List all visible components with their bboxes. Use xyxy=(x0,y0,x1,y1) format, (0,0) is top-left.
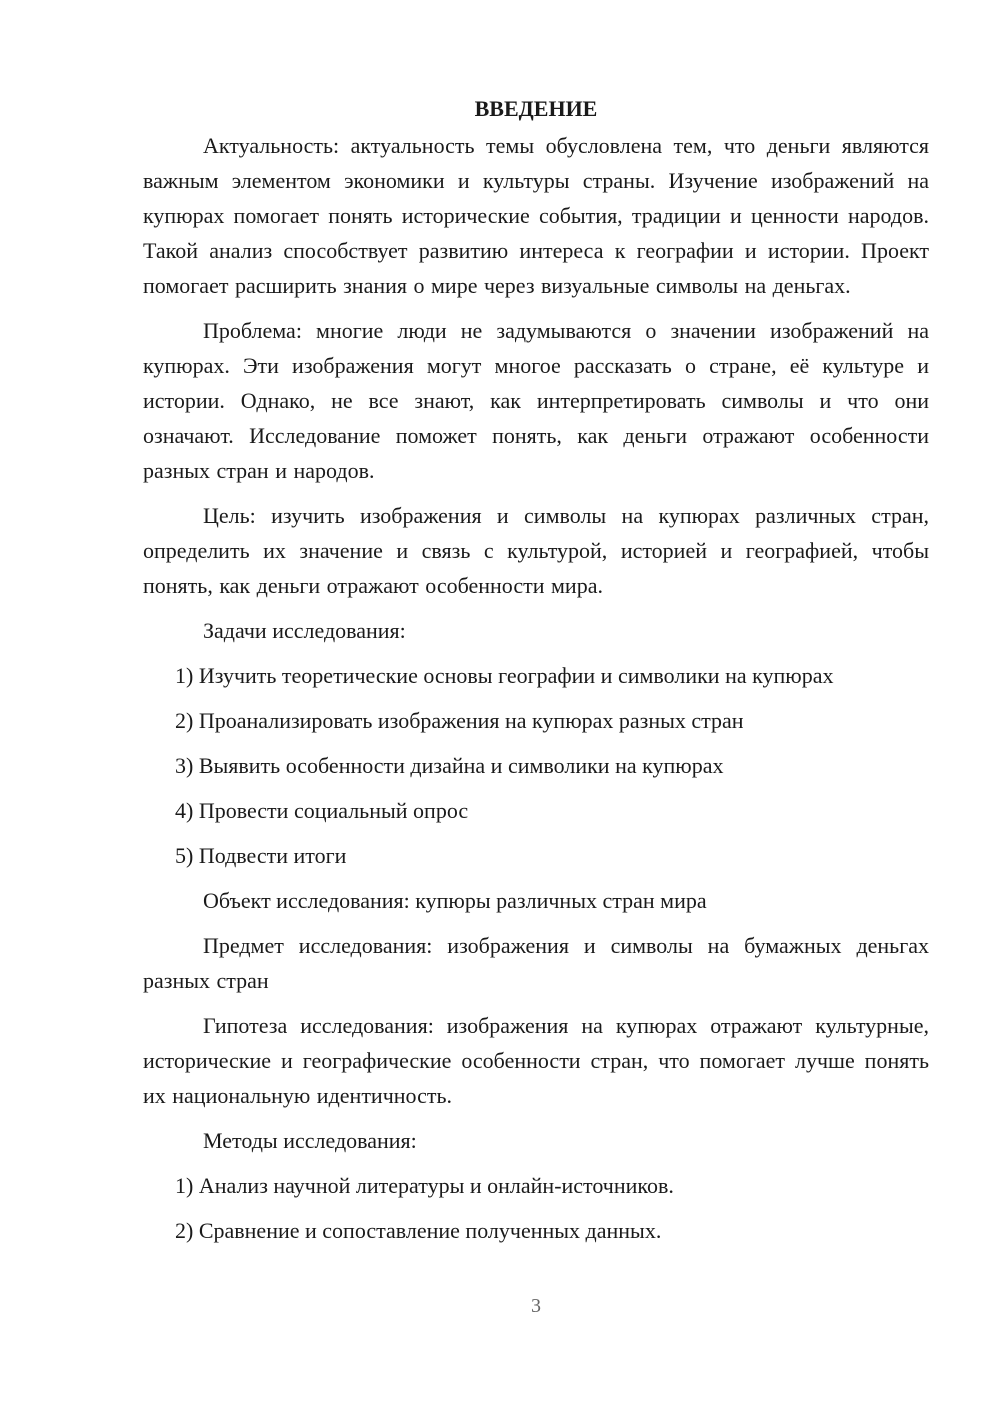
section-title: ВВЕДЕНИЕ xyxy=(474,96,598,121)
methods-heading: Методы исследования: xyxy=(203,1128,417,1153)
hypothesis-paragraph: Гипотеза исследования: изображения на купюрах отражают культурные, исторические и географические особенности стран, что помогает лучше понять их национальную идентичность. xyxy=(143,1013,929,1108)
task-item: 2) Проанализировать изображения на купюрах разных стран xyxy=(175,708,744,733)
tasks-list xyxy=(143,658,929,873)
relevance-paragraph: Актуальность: актуальность темы обусловлена тем, что деньги являются важным элементом экономики и культуры страны. Изучение изображений на купюрах помогает понять исторические события, традиции и ценности народов. Такой анализ способствует развитию интереса к географии и истории. Проект помогает расширить знания о мире через визуальные символы на деньгах. xyxy=(143,133,929,298)
task-item: 3) Выявить особенности дизайна и символики на купюрах xyxy=(175,753,724,778)
task-item: 1) Изучить теоретические основы географии и символики на купюрах xyxy=(175,663,834,688)
task-item: 4) Провести социальный опрос xyxy=(175,798,469,823)
object-paragraph: Объект исследования: купюры различных стран мира xyxy=(203,888,707,913)
problem-paragraph: Проблема: многие люди не задумываются о значении изображений на купюрах. Эти изображения могут многое рассказать о стране, её культуре и истории. Однако, не все знают, как интерпретировать символы и что они означают. Исследование поможет понять, как деньги отражают особенности разных стран и народов. xyxy=(143,318,929,483)
page-number: 3 xyxy=(531,1295,541,1317)
method-item: 2) Сравнение и сопоставление полученных данных. xyxy=(175,1218,662,1243)
goal-paragraph: Цель: изучить изображения и символы на купюрах различных стран, определить их значение и связь с культурой, историей и географией, чтобы понять, как деньги отражают особенности мира. xyxy=(143,503,929,598)
document-page xyxy=(143,90,929,1258)
tasks-heading: Задачи исследования: xyxy=(203,618,406,643)
task-item: 5) Подвести итоги xyxy=(175,843,347,868)
method-item: 1) Анализ научной литературы и онлайн-источников. xyxy=(175,1173,674,1198)
methods-list xyxy=(143,1168,929,1248)
subject-paragraph: Предмет исследования: изображения и символы на бумажных деньгах разных стран xyxy=(143,933,929,993)
